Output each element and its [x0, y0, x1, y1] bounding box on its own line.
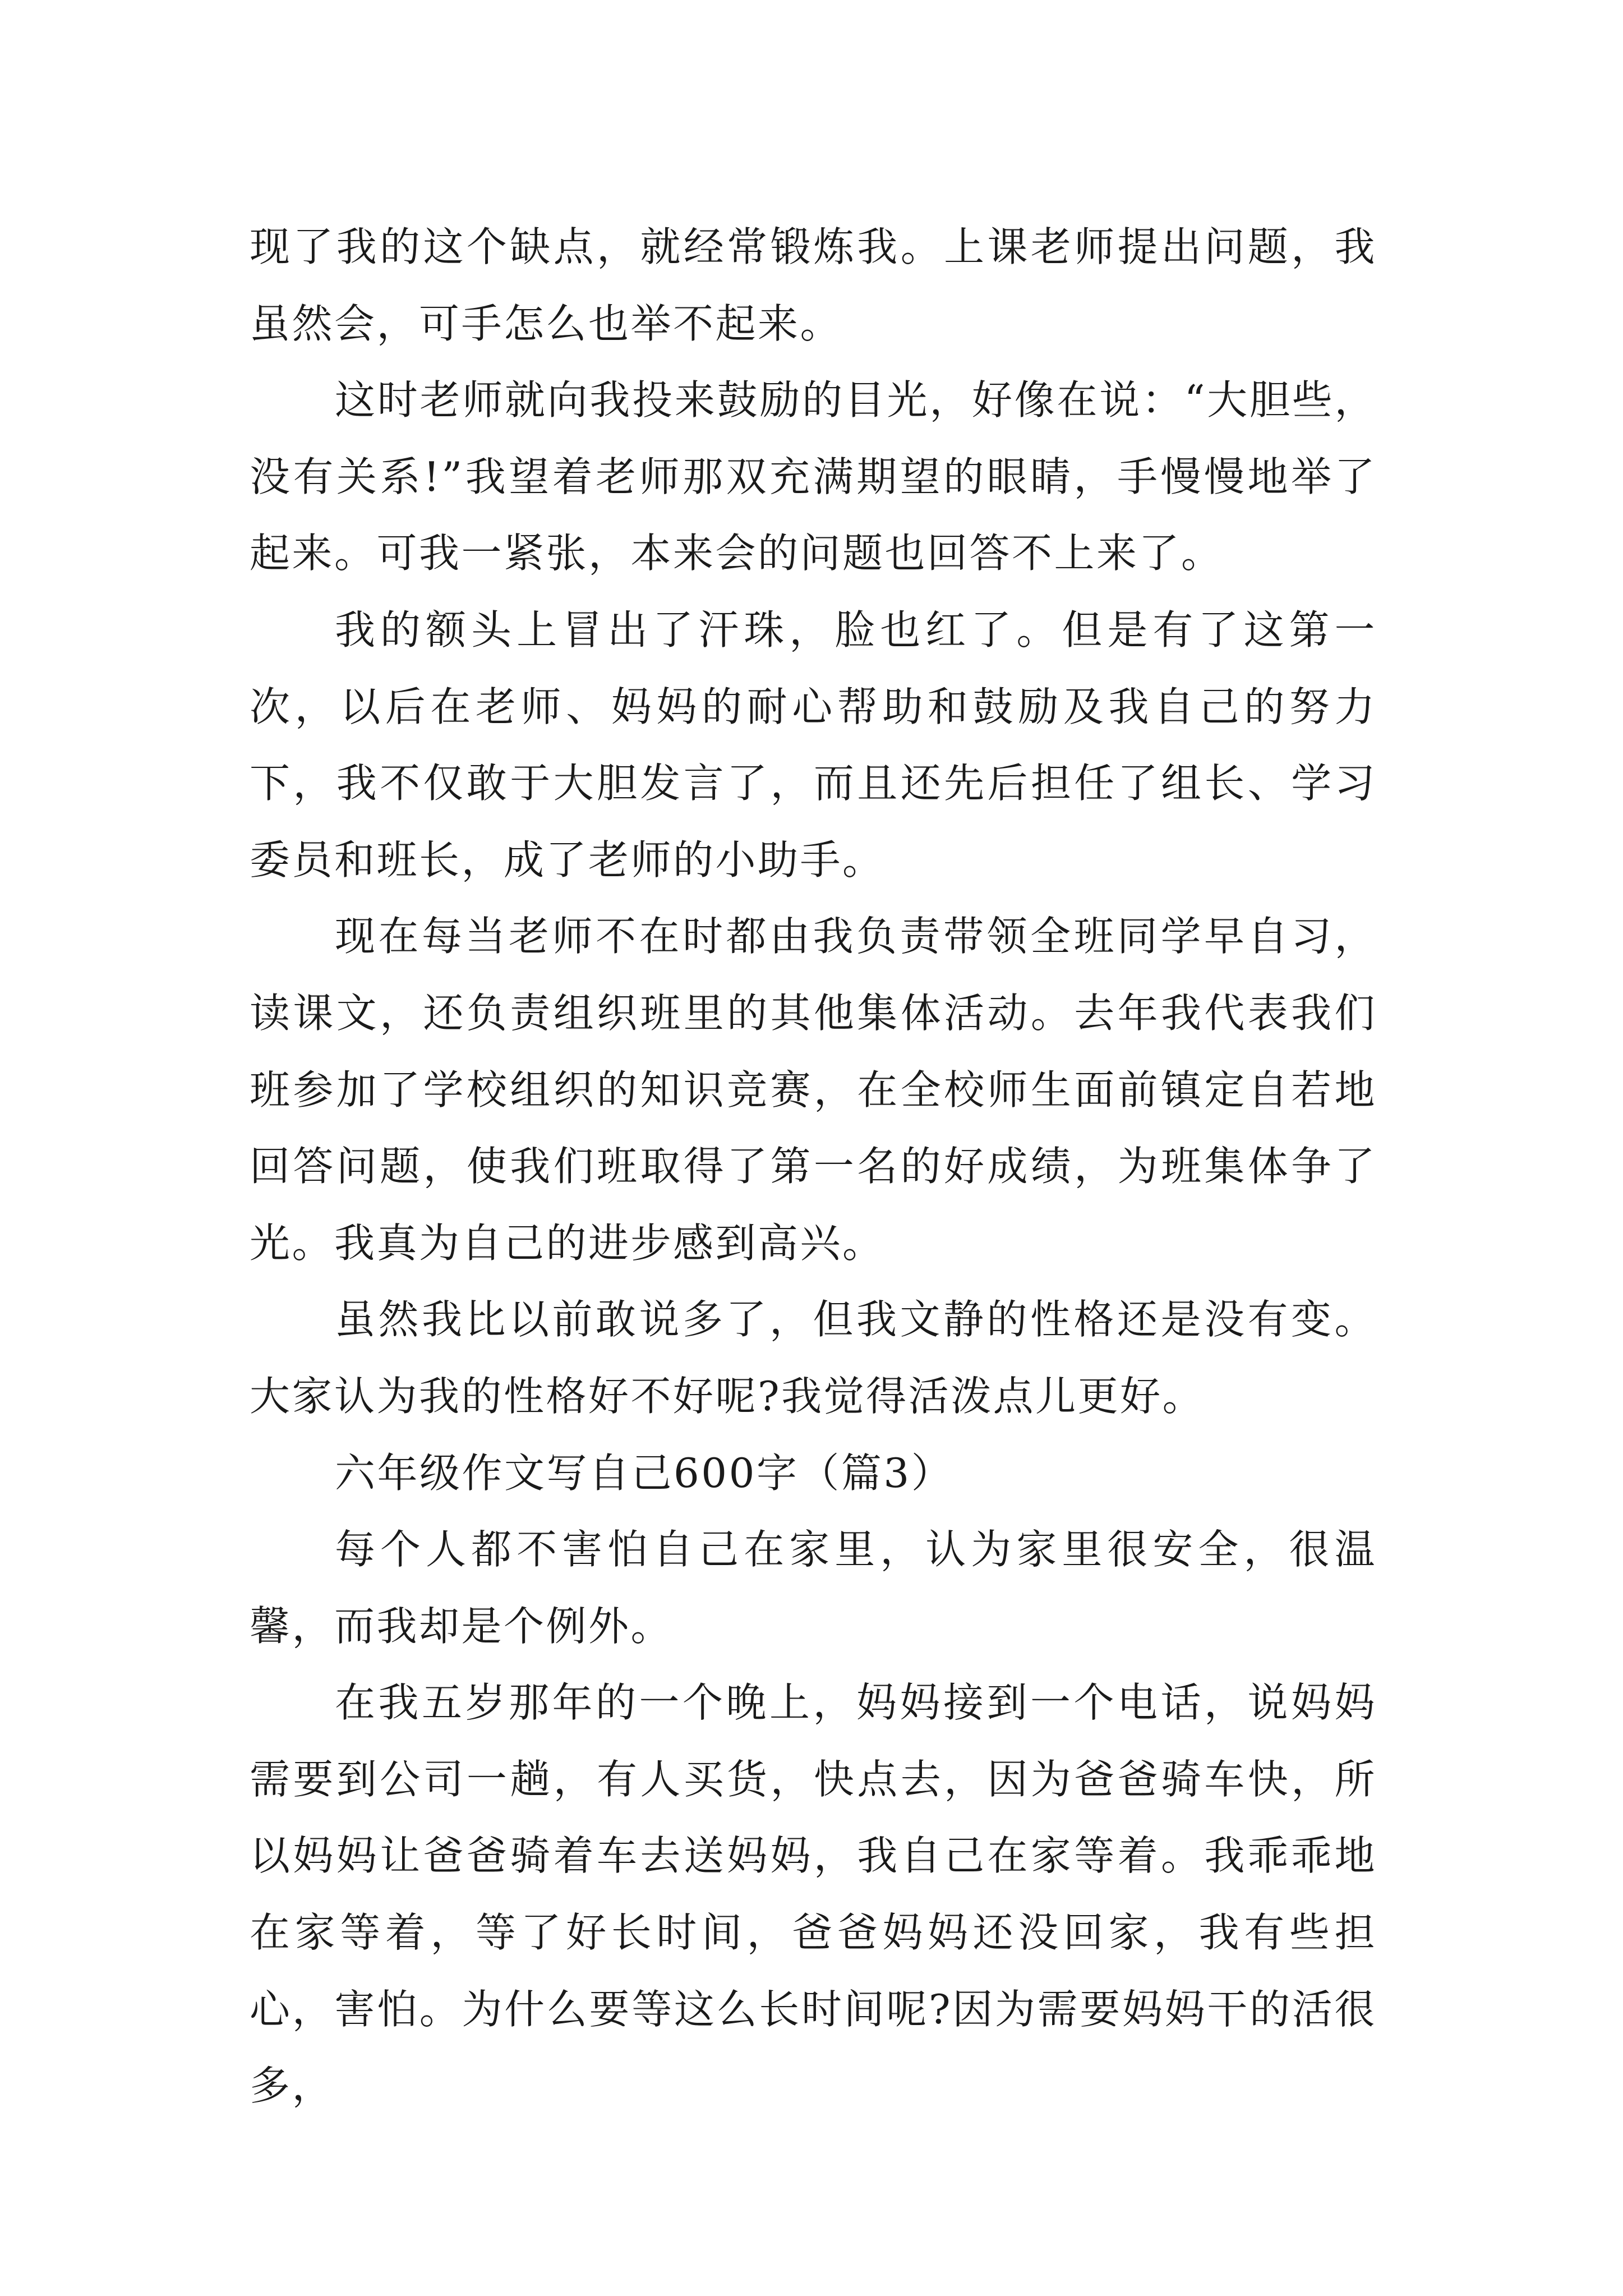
document-body: [250, 209, 1377, 2124]
paragraph-continuation: 现了我的这个缺点，就经常锻炼我。上课老师提出问题，我虽然会，可手怎么也举不起来。: [250, 223, 1377, 347]
section-heading: 六年级作文写自己600字（篇3）: [335, 1449, 954, 1497]
paragraph: 现在每当老师不在时都由我负责带领全班同学早自习，读课文，还负责组织班里的其他集体活动。去年我代表我们班参加了学校组织的知识竞赛，在全校师生面前镇定自若地回答问题，使我们班取得了第一名的好成绩，为班集体争了光。我真为自己的进步感到高兴。: [250, 913, 1377, 1267]
paragraph: 虽然我比以前敢说多了，但我文静的性格还是没有变。大家认为我的性格好不好呢?我觉得活泼点儿更好。: [250, 1296, 1377, 1420]
paragraph: 在我五岁那年的一个晚上，妈妈接到一个电话，说妈妈需要到公司一趟，有人买货，快点去，因为爸爸骑车快，所以妈妈让爸爸骑着车去送妈妈，我自己在家等着。我乖乖地在家等着，等了好长时间，爸爸妈妈还没回家，我有些担心，害怕。为什么要等这么长时间呢?因为需要妈妈干的活很多，: [250, 1679, 1377, 2110]
paragraph: 我的额头上冒出了汗珠，脸也红了。但是有了这第一次，以后在老师、妈妈的耐心帮助和鼓励及我自己的努力下，我不仅敢于大胆发言了，而且还先后担任了组长、学习委员和班长，成了老师的小助手。: [250, 606, 1377, 884]
paragraph: 每个人都不害怕自己在家里，认为家里很安全，很温馨，而我却是个例外。: [250, 1526, 1377, 1650]
paragraph: 这时老师就向我投来鼓励的目光，好像在说：“大胆些，没有关系!”我望着老师那双充满期望的眼睛，手慢慢地举了起来。可我一紧张，本来会的问题也回答不上来了。: [250, 376, 1377, 577]
